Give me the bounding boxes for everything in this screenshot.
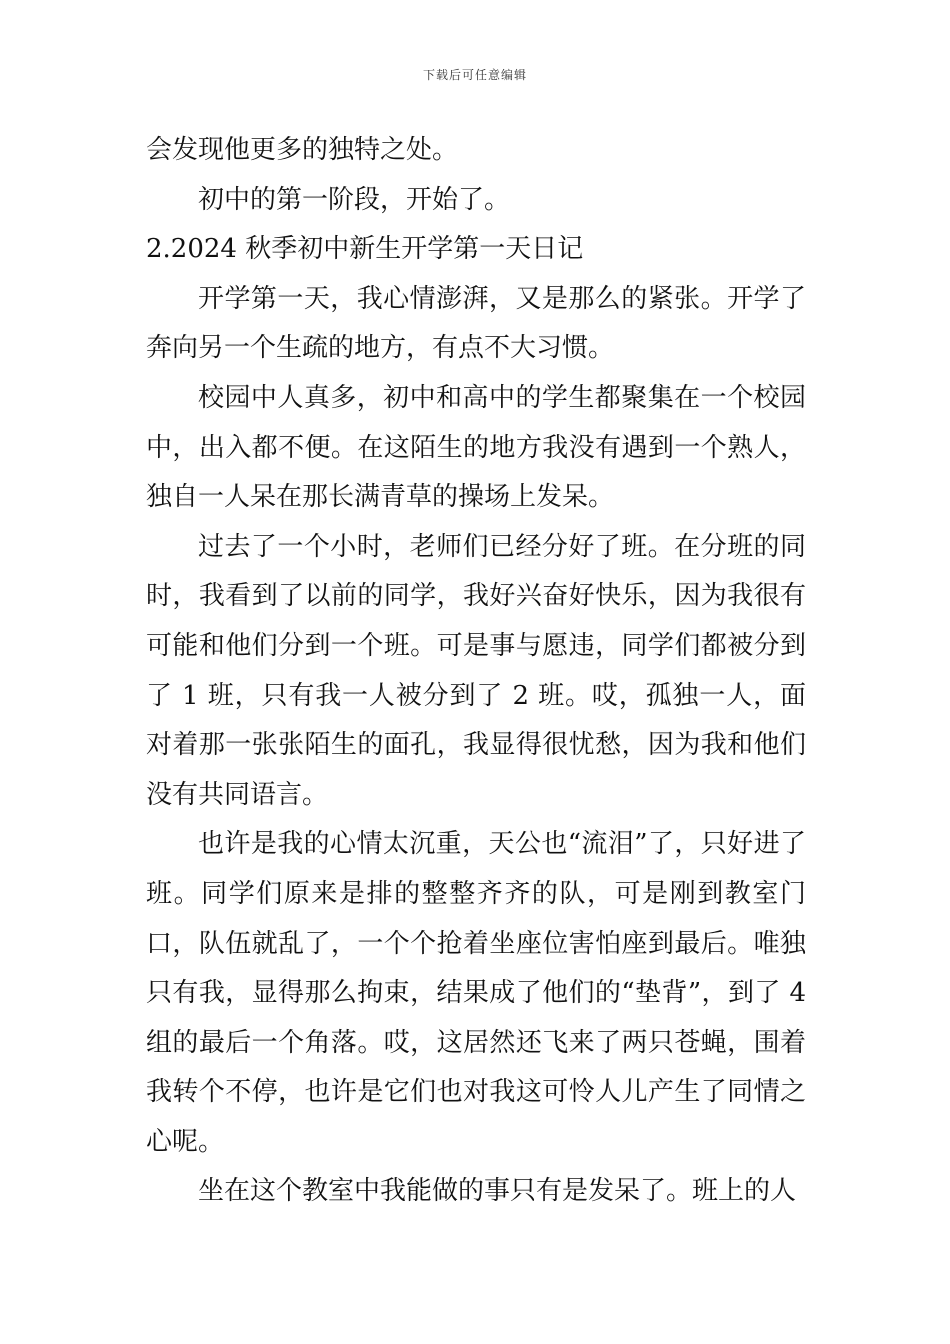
paragraph: 开学第一天，我心情澎湃，又是那么的紧张。开学了奔向另一个生疏的地方，有点不大习惯。 [146, 283, 806, 364]
paragraph-continuation: 会发现他更多的独特之处。 [146, 135, 459, 165]
paragraph: 过去了一个小时，老师们已经分好了班。在分班的同时，我看到了以前的同学，我好兴奋好快乐，因为我很有可能和他们分到一个班。可是事与愿违，同学们都被分到了 1 班，只有我一人被分到了 2 班。哎，孤独一人，面对着那一张张陌生的面孔，我显得很忧愁，因为我和他们没有共同语言。 [146, 531, 806, 810]
section-title: 2.2024 秋季初中新生开学第一天日记 [146, 234, 584, 265]
paragraph: 也许是我的心情太沉重，天公也“流泪”了，只好进了班。同学们原来是排的整整齐齐的队，可是刚到教室门口，队伍就乱了，一个个抢着坐座位害怕座到最后。唯独只有我，显得那么拘束，结果成了他们的“垫背”，到了 4 组的最后一个角落。哎，这居然还飞来了两只苍蝇，围着我转个不停，也许是它们也对我这可怜人儿产生了同情之心呢。 [146, 829, 806, 1157]
paragraph: 坐在这个教室中我能做的事只有是发呆了。班上的人 [198, 1176, 797, 1207]
paragraph: 初中的第一阶段，开始了。 [198, 184, 511, 215]
page-header-note: 下载后可任意编辑 [422, 68, 527, 82]
document-body [146, 126, 806, 1217]
paragraph: 校园中人真多，初中和高中的学生都聚集在一个校园中，出入都不便。在这陌生的地方我没有遇到一个熟人，独自一人呆在那长满青草的操场上发呆。 [146, 382, 806, 513]
